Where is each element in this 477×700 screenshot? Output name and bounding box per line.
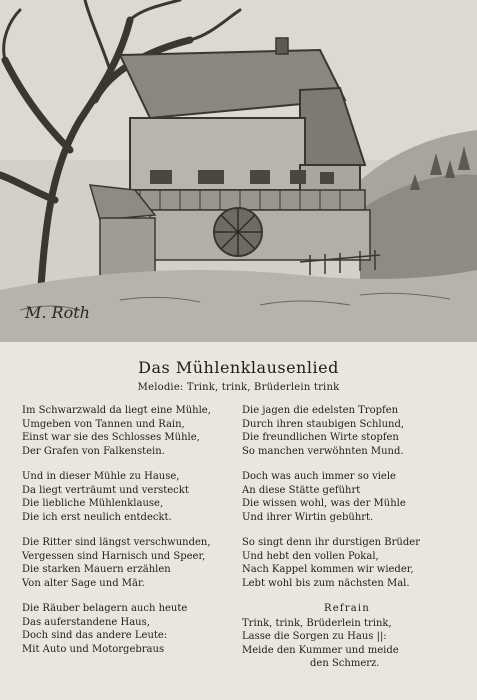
verse-line: Umgeben von Tannen und Rain,: [22, 418, 185, 430]
verse-line: Und hebt den vollen Pokal,: [242, 550, 379, 562]
verse-line: Und ihrer Wirtin gebührt.: [242, 511, 374, 523]
verse-line: Mit Auto und Motorgebraus: [22, 643, 165, 655]
verse-line: Vergessen sind Harnisch und Speer,: [22, 550, 206, 562]
verse-line: Einst war sie des Schlosses Mühle,: [22, 432, 200, 443]
verse-line: Die liebliche Mühlenklause,: [22, 498, 164, 509]
verse-line: Da liegt verträumt und versteckt: [22, 484, 189, 496]
verse-line: Die jagen die edelsten Tropfen: [242, 405, 399, 416]
melody-subtitle: Melodie: Trink, trink, Brüderlein trink: [137, 382, 340, 393]
refrain-line: Trink, trink, Brüderlein trink,: [242, 617, 392, 629]
verse-line: Im Schwarzwald da liegt eine Mühle,: [22, 405, 211, 416]
stanza: [22, 602, 242, 656]
verse-line: Die Ritter sind längst verschwunden,: [22, 537, 211, 548]
verse-line: Nach Kappel kommen wir wieder,: [242, 564, 414, 575]
stanza: [242, 536, 467, 590]
stanza: [242, 470, 467, 524]
verse-line: So manchen verwöhnten Mund.: [242, 445, 404, 457]
stanza: [22, 470, 242, 524]
refrain-line: Meide den Kummer und meide: [242, 644, 399, 656]
refrain-line: Lasse die Sorgen zu Haus ||:: [242, 631, 387, 642]
verse-line: Die starken Mauern erzählen: [22, 564, 171, 575]
verse-line: Der Grafen von Falkenstein.: [22, 445, 165, 457]
verse-line: Die wissen wohl, was der Mühle: [242, 498, 406, 509]
verse-line: Doch sind das andere Leute:: [22, 630, 168, 641]
song-title: Das Mühlenklausenlied: [138, 358, 339, 377]
stanza: [22, 404, 242, 458]
verse-line: Von alter Sage und Mär.: [22, 577, 145, 589]
refrain: [242, 602, 467, 671]
refrain-line: den Schmerz.: [310, 658, 380, 669]
verse-line: Und in dieser Mühle zu Hause,: [22, 471, 180, 482]
verse-line: Die ich erst neulich entdeckt.: [22, 511, 172, 523]
stanza: [22, 536, 242, 590]
mill-illustration: [0, 0, 477, 342]
stanza: [242, 404, 467, 458]
verse-line: Die Räuber belagern auch heute: [22, 603, 188, 614]
verse-line: Die freundlichen Wirte stopfen: [242, 432, 399, 443]
artist-signature: M. Roth: [25, 303, 90, 322]
verse-line: An diese Stätte geführt: [242, 484, 361, 496]
verse-line: So singt denn ihr durstigen Brüder: [242, 537, 420, 548]
refrain-label: Refrain: [324, 603, 370, 614]
mill-drawing: [0, 0, 477, 342]
left-column: [22, 404, 242, 668]
verse-line: Das auferstandene Haus,: [22, 616, 150, 628]
right-column: [242, 404, 467, 683]
verse-line: Doch was auch immer so viele: [242, 471, 396, 482]
verse-line: Lebt wohl bis zum nächsten Mal.: [242, 577, 410, 589]
verse-line: Durch ihren staubigen Schlund,: [242, 418, 405, 430]
